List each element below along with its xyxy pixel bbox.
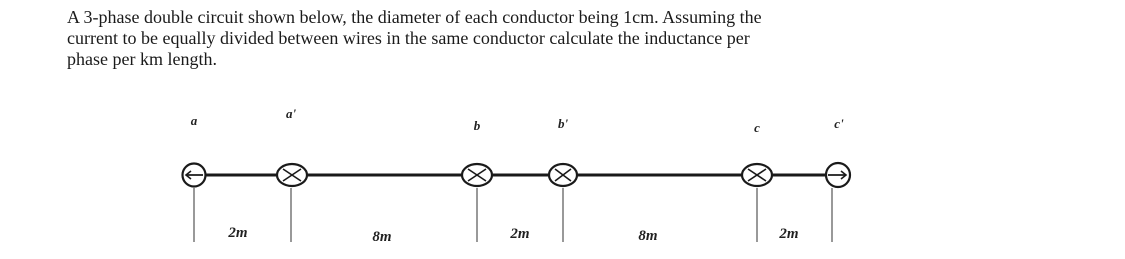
spacing-a-prime-b: 8m [372,229,392,245]
label-a-prime: a' [285,106,297,121]
label-c-prime: c' [834,116,844,131]
conductor-a-symbol [183,164,206,187]
label-b: b [473,118,481,133]
conductor-c-prime-symbol [826,163,850,187]
conductor-b-symbol [462,164,492,186]
conductor-b-prime-symbol [549,164,577,186]
problem-line-1: A 3-phase double circuit shown below, the diameter of each conductor being 1cm. Assuming the [67,7,762,27]
label-a: a [190,113,198,128]
spacing-b-prime-c: 8m [638,228,658,244]
spacing-b-b-prime: 2m [510,226,530,242]
spacing-c-c-prime: 2m [779,226,799,242]
problem-line-2: current to be equally divided between wires in the same conductor calculate the inductance per [67,28,750,48]
spacing-a-a-prime: 2m [228,225,248,241]
label-b-prime: b' [557,116,569,131]
problem-line-3: phase per km length. [67,49,217,69]
label-c: c [754,120,760,135]
conductor-a-prime-symbol [277,164,307,186]
conductor-c-symbol [742,164,772,186]
